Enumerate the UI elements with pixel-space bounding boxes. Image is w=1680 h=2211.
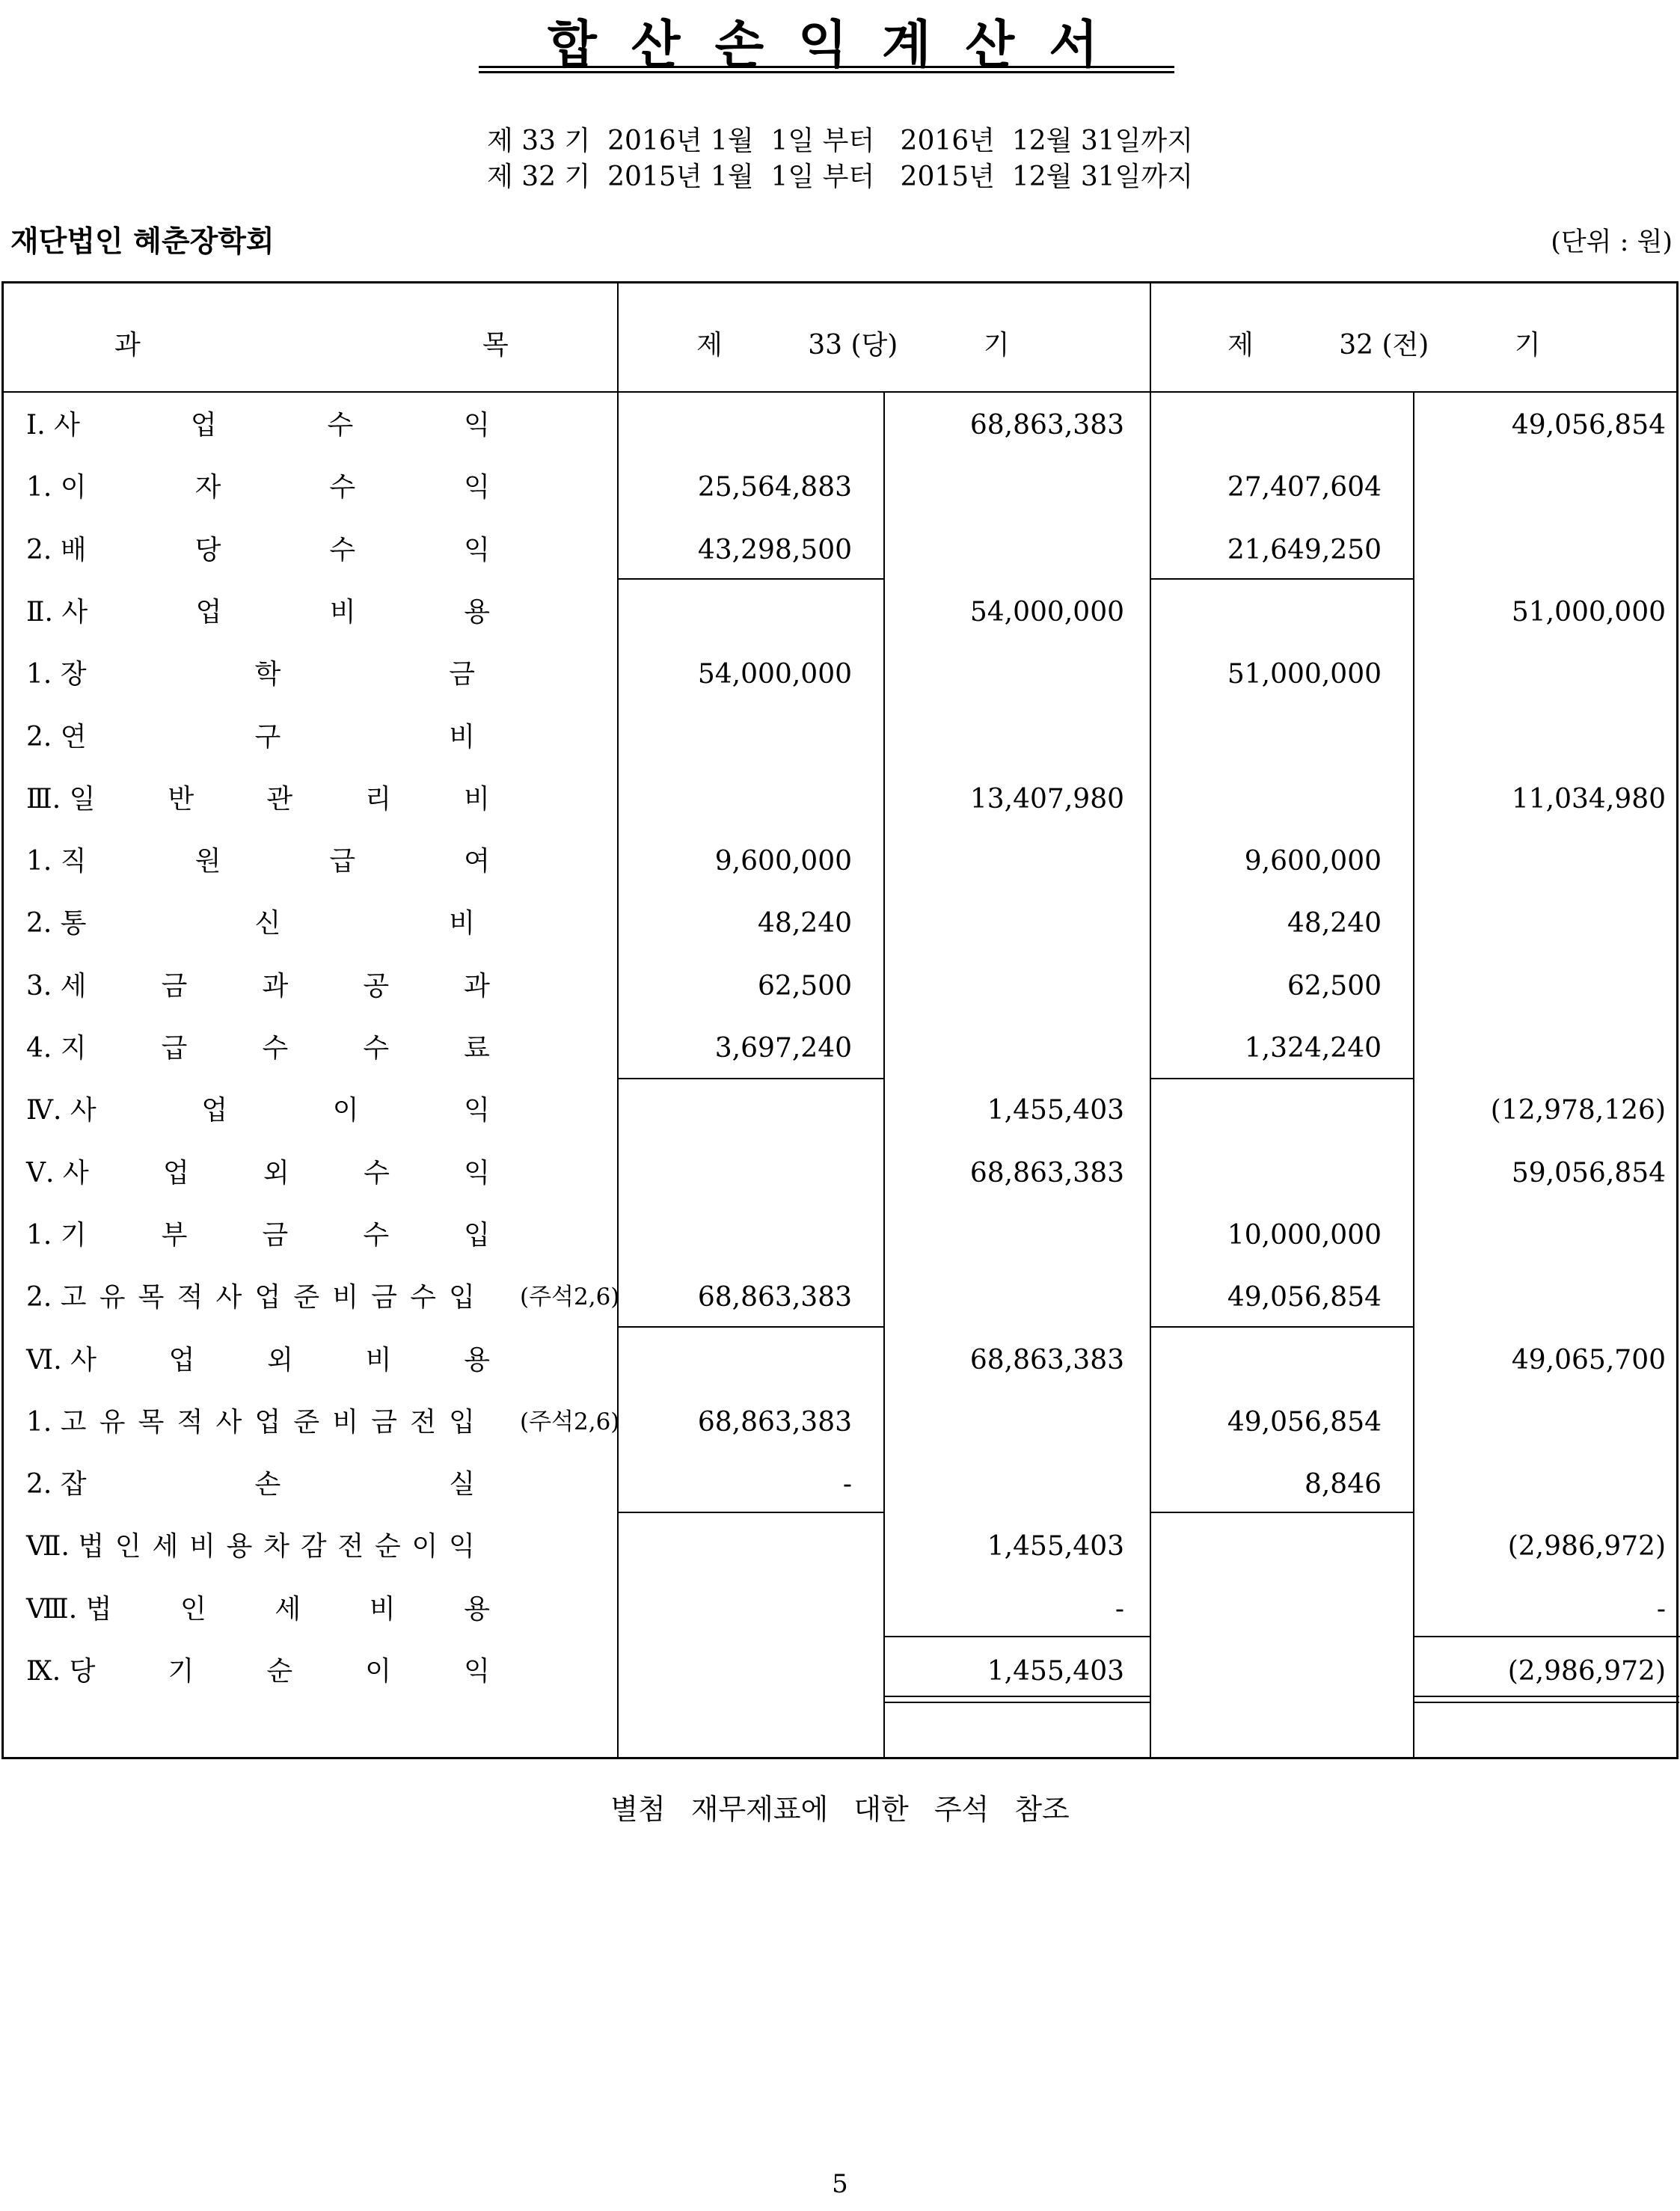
account-label-part: 수 xyxy=(363,1033,390,1064)
subtotal-line xyxy=(885,1636,1150,1637)
account-label-part: 학 xyxy=(254,659,281,690)
current-detail-amount: 68,863,383 xyxy=(697,1282,852,1313)
account-label-part: 목 xyxy=(138,1282,165,1313)
previous-detail-amount xyxy=(1127,1578,1382,1640)
account-label-part: 비 xyxy=(329,596,356,628)
income-statement-table xyxy=(1,281,1679,1759)
account-label xyxy=(26,581,490,643)
account-label xyxy=(26,1640,490,1702)
account-label xyxy=(26,1017,490,1079)
current-total-amount xyxy=(870,1453,1124,1515)
account-label-part: 목 xyxy=(138,1406,165,1438)
account-label-part: 과 xyxy=(464,970,490,1002)
previous-detail-amount: 21,649,250 xyxy=(1227,534,1382,565)
account-label-part: 금 xyxy=(262,1219,289,1251)
account-label xyxy=(26,768,490,830)
table-row xyxy=(4,1329,1676,1391)
table-row xyxy=(4,581,1676,643)
previous-total-amount: 49,065,700 xyxy=(1511,1344,1666,1376)
subtotal-line xyxy=(1151,1078,1413,1079)
unit-label: (단위 : 원) xyxy=(1551,227,1673,257)
account-label-part: 인 xyxy=(180,1593,206,1625)
current-total-amount xyxy=(870,519,1124,581)
table-row xyxy=(4,456,1676,518)
account-label-part: 2. 통 xyxy=(26,908,87,939)
current-detail-amount xyxy=(598,1329,852,1391)
previous-total-amount xyxy=(1411,1204,1666,1266)
current-detail-amount: 68,863,383 xyxy=(697,1406,852,1438)
account-label-part: 급 xyxy=(161,1033,188,1064)
current-total-amount: 1,455,403 xyxy=(987,1531,1124,1563)
previous-detail-amount xyxy=(1127,1329,1382,1391)
account-label-part: 관 xyxy=(266,783,293,815)
previous-total-amount xyxy=(1411,519,1666,581)
account-label-part: 수 xyxy=(327,410,354,441)
title-underline xyxy=(479,66,1174,73)
current-detail-amount: 48,240 xyxy=(758,908,852,939)
account-label-part: 용 xyxy=(464,1593,490,1625)
subtotal-line xyxy=(619,578,883,580)
account-label-part: 용 xyxy=(464,596,490,628)
account-label-part: 이 xyxy=(332,1095,359,1126)
account-label xyxy=(26,519,490,581)
account-label-part: 익 xyxy=(464,1095,490,1126)
previous-detail-amount xyxy=(1127,1515,1382,1577)
account-label-part: 적 xyxy=(177,1282,203,1313)
account-label-part: 4. 지 xyxy=(26,1033,87,1064)
account-label-part: 비 xyxy=(365,1344,392,1376)
account-label-part: 수 xyxy=(410,1282,437,1313)
previous-detail-amount: 9,600,000 xyxy=(1244,846,1382,877)
previous-total-amount xyxy=(1411,1391,1666,1453)
previous-total-amount: (2,986,972) xyxy=(1507,1656,1666,1687)
account-label xyxy=(26,892,490,954)
account-label xyxy=(26,1079,490,1141)
account-label-part: 손 xyxy=(254,1469,281,1500)
account-label-part: 차 xyxy=(263,1531,290,1563)
header-divider xyxy=(4,391,1676,393)
previous-detail-amount: 10,000,000 xyxy=(1227,1219,1382,1251)
account-label-part: 실 xyxy=(449,1469,475,1500)
previous-detail-amount: 48,240 xyxy=(1287,908,1382,939)
current-total-amount: 54,000,000 xyxy=(969,596,1124,628)
table-row xyxy=(4,892,1676,954)
previous-total-amount: 59,056,854 xyxy=(1511,1157,1666,1189)
account-label-part: 수 xyxy=(364,1157,390,1189)
previous-total-amount: 11,034,980 xyxy=(1511,783,1666,815)
account-label-part: 1. 기 xyxy=(26,1219,87,1251)
current-detail-amount xyxy=(598,394,852,456)
account-label-part: 외 xyxy=(267,1344,293,1376)
account-label-part: 금 xyxy=(371,1282,398,1313)
table-row xyxy=(4,1266,1676,1328)
account-label xyxy=(26,706,490,768)
account-label-part: 수 xyxy=(363,1219,390,1251)
current-total-amount: 1,455,403 xyxy=(987,1656,1124,1687)
account-label-part: 준 xyxy=(293,1406,320,1438)
account-label-part: 순 xyxy=(266,1656,293,1687)
account-label-part: 비 xyxy=(332,1406,359,1438)
account-label-part: Ⅵ. 사 xyxy=(26,1344,96,1376)
account-label xyxy=(26,394,490,456)
account-label-part: 입 xyxy=(464,1219,490,1251)
current-total-amount xyxy=(870,1204,1124,1266)
current-total-amount: 68,863,383 xyxy=(969,410,1124,441)
account-label-part: 반 xyxy=(168,783,194,815)
account-label xyxy=(26,1391,620,1453)
organization-name: 재단법인 혜춘장학회 xyxy=(10,225,275,259)
account-label-part: 1. 장 xyxy=(26,659,87,690)
account-label-part: 2. 배 xyxy=(26,534,87,565)
previous-total-amount xyxy=(1411,1017,1666,1079)
previous-detail-amount: 27,407,604 xyxy=(1227,472,1382,503)
account-label-part: 과 xyxy=(262,970,289,1002)
account-label-part: 인 xyxy=(114,1531,141,1563)
current-total-amount xyxy=(870,643,1124,705)
previous-detail-amount xyxy=(1127,581,1382,643)
table-row xyxy=(4,1142,1676,1204)
period-previous: 제 32 기 2015년 1월 1일 부터 2015년 12월 31일까지 xyxy=(487,162,1193,192)
account-label-part: 용 xyxy=(464,1344,490,1376)
account-label-part: 사 xyxy=(215,1406,242,1438)
current-detail-amount: 54,000,000 xyxy=(697,659,852,690)
account-label-part: 2. 고 xyxy=(26,1282,87,1313)
current-total-amount xyxy=(870,830,1124,892)
account-label-part: 유 xyxy=(99,1282,126,1313)
note-reference: (주석2,6) xyxy=(520,1408,620,1435)
table-row xyxy=(4,955,1676,1017)
account-label-part: 2. 잡 xyxy=(26,1469,87,1500)
account-label xyxy=(26,1453,490,1515)
current-total-amount: 13,407,980 xyxy=(969,783,1124,815)
account-label-part: 비 xyxy=(449,908,475,939)
previous-total-amount: (12,978,126) xyxy=(1490,1095,1666,1126)
account-label-part: 수 xyxy=(329,534,356,565)
previous-detail-amount xyxy=(1127,1640,1382,1702)
account-label-part: 세 xyxy=(152,1531,179,1563)
account-label-part: Ⅷ. 법 xyxy=(26,1593,112,1625)
previous-detail-amount xyxy=(1127,1142,1382,1204)
current-total-amount: - xyxy=(1115,1593,1124,1625)
total-double-line xyxy=(885,1696,1150,1703)
account-label-part: Ⅸ. 당 xyxy=(26,1656,96,1687)
account-label-part: 업 xyxy=(162,1157,189,1189)
previous-detail-amount xyxy=(1127,768,1382,830)
account-label-part: 기 xyxy=(168,1656,194,1687)
current-detail-amount xyxy=(598,706,852,768)
account-label xyxy=(26,955,490,1017)
table-row xyxy=(4,1515,1676,1577)
previous-total-amount: 51,000,000 xyxy=(1511,596,1666,628)
current-detail-amount: 9,600,000 xyxy=(714,846,852,877)
period-current: 제 33 기 2016년 1월 1일 부터 2016년 12월 31일까지 xyxy=(487,126,1193,156)
account-label-part: 3. 세 xyxy=(26,970,87,1002)
subtotal-line xyxy=(1414,1636,1680,1637)
account-label-part: 업 xyxy=(195,596,222,628)
current-total-amount xyxy=(870,456,1124,518)
previous-total-amount xyxy=(1411,955,1666,1017)
current-total-amount xyxy=(870,1266,1124,1328)
account-label-part: 용 xyxy=(226,1531,253,1563)
previous-total-amount xyxy=(1411,706,1666,768)
account-label-part: 익 xyxy=(464,1157,490,1189)
table-row xyxy=(4,768,1676,830)
account-label-part: 1. 고 xyxy=(26,1406,87,1438)
current-total-amount xyxy=(870,892,1124,954)
previous-total-amount xyxy=(1411,830,1666,892)
account-label-part: 비 xyxy=(464,783,490,815)
table-row xyxy=(4,830,1676,892)
table-row xyxy=(4,706,1676,768)
account-label-part: 업 xyxy=(254,1282,281,1313)
current-total-amount: 68,863,383 xyxy=(969,1157,1124,1189)
header-subject-1: 과 xyxy=(114,330,141,361)
table-row xyxy=(4,1017,1676,1079)
account-label-part: 순 xyxy=(374,1531,401,1563)
account-label xyxy=(26,1329,490,1391)
previous-total-amount xyxy=(1411,643,1666,705)
table-row xyxy=(4,394,1676,456)
subtotal-line xyxy=(1151,1326,1413,1328)
account-label-part: 세 xyxy=(275,1593,301,1625)
account-label xyxy=(26,1142,490,1204)
previous-detail-amount: 8,846 xyxy=(1304,1469,1382,1500)
account-label-part: 2. 연 xyxy=(26,721,87,752)
previous-total-amount: 49,056,854 xyxy=(1511,410,1666,441)
account-label-part: 업 xyxy=(254,1406,281,1438)
current-detail-amount xyxy=(598,581,852,643)
account-label-part: 금 xyxy=(449,659,475,690)
account-label xyxy=(26,830,490,892)
account-label-part: 당 xyxy=(194,534,221,565)
account-label xyxy=(26,1266,620,1328)
account-label xyxy=(26,456,490,518)
current-detail-amount: - xyxy=(842,1469,852,1500)
account-label-part: 부 xyxy=(161,1219,188,1251)
current-total-amount xyxy=(870,1391,1124,1453)
account-label-part: 원 xyxy=(194,846,221,877)
table-row xyxy=(4,1640,1676,1702)
account-label-part: 사 xyxy=(215,1282,242,1313)
current-total-amount xyxy=(870,955,1124,1017)
subtotal-line xyxy=(619,1078,883,1079)
current-total-amount: 68,863,383 xyxy=(969,1344,1124,1376)
account-label-part: 급 xyxy=(329,846,356,877)
account-label-part: 수 xyxy=(329,472,356,503)
current-detail-amount xyxy=(598,1640,852,1702)
account-label-part: 비 xyxy=(332,1282,359,1313)
current-detail-amount xyxy=(598,1578,852,1640)
current-detail-amount: 43,298,500 xyxy=(697,534,852,565)
account-label-part: 익 xyxy=(464,1656,490,1687)
previous-detail-amount: 1,324,240 xyxy=(1244,1033,1382,1064)
previous-total-amount xyxy=(1411,1453,1666,1515)
subtotal-line xyxy=(1151,1512,1413,1513)
account-label-part: 신 xyxy=(254,908,281,939)
account-label-part: 전 xyxy=(337,1531,364,1563)
account-label-part: Ⅴ. 사 xyxy=(26,1157,89,1189)
header-subject-2: 목 xyxy=(482,330,509,361)
account-label-part: 입 xyxy=(449,1282,475,1313)
account-label xyxy=(26,643,490,705)
account-label xyxy=(26,1515,490,1577)
current-detail-amount xyxy=(598,1515,852,1577)
previous-total-amount xyxy=(1411,456,1666,518)
account-label-part: 이 xyxy=(411,1531,438,1563)
account-label-part: Ⅳ. 사 xyxy=(26,1095,96,1126)
current-detail-amount xyxy=(598,768,852,830)
account-label-part: 업 xyxy=(168,1344,195,1376)
table-row xyxy=(4,1453,1676,1515)
previous-detail-amount xyxy=(1127,394,1382,456)
account-label-part: 전 xyxy=(410,1406,437,1438)
account-label-part: 익 xyxy=(449,1531,475,1563)
table-row xyxy=(4,1578,1676,1640)
account-label xyxy=(26,1204,490,1266)
subtotal-line xyxy=(619,1512,883,1513)
previous-detail-amount: 49,056,854 xyxy=(1227,1406,1382,1438)
account-label-part: 감 xyxy=(300,1531,327,1563)
account-label-part: 구 xyxy=(254,721,281,752)
current-total-amount xyxy=(870,1017,1124,1079)
table-row xyxy=(4,519,1676,581)
account-label-part: 업 xyxy=(190,410,217,441)
note-reference: (주석2,6) xyxy=(520,1284,620,1311)
footnote-reference: 별첨 재무제표에 대한 주석 참조 xyxy=(610,1793,1070,1826)
previous-total-amount xyxy=(1411,892,1666,954)
previous-detail-amount xyxy=(1127,1079,1382,1141)
current-detail-amount: 25,564,883 xyxy=(697,472,852,503)
total-double-line xyxy=(1414,1696,1679,1703)
account-label-part: 업 xyxy=(201,1095,228,1126)
table-row xyxy=(4,1204,1676,1266)
account-label-part: 리 xyxy=(365,783,392,815)
account-label-part: 1. 이 xyxy=(26,472,87,503)
account-label-part: 비 xyxy=(369,1593,396,1625)
subtotal-line xyxy=(619,1326,883,1328)
account-label-part: 적 xyxy=(177,1406,203,1438)
account-label-part: 공 xyxy=(363,970,390,1002)
previous-detail-amount: 51,000,000 xyxy=(1227,659,1382,690)
previous-total-amount: (2,986,972) xyxy=(1507,1531,1666,1563)
page-number: 5 xyxy=(832,2169,848,2199)
current-detail-amount xyxy=(598,1142,852,1204)
account-label-part: 금 xyxy=(371,1406,398,1438)
current-detail-amount: 3,697,240 xyxy=(714,1033,852,1064)
account-label-part: Ⅰ. 사 xyxy=(26,410,80,441)
account-label-part: 료 xyxy=(464,1033,490,1064)
account-label-part: 수 xyxy=(262,1033,289,1064)
table-row xyxy=(4,643,1676,705)
previous-total-amount: - xyxy=(1656,1593,1666,1625)
account-label-part: 외 xyxy=(263,1157,289,1189)
previous-detail-amount: 62,500 xyxy=(1287,970,1382,1002)
account-label-part: 입 xyxy=(449,1406,475,1438)
account-label-part: 비 xyxy=(449,721,475,752)
current-detail-amount: 62,500 xyxy=(758,970,852,1002)
account-label-part: Ⅲ. 일 xyxy=(26,783,96,815)
account-label-part: 비 xyxy=(189,1531,215,1563)
account-label-part: Ⅱ. 사 xyxy=(26,596,88,628)
account-label-part: 자 xyxy=(194,472,221,503)
account-label-part: 이 xyxy=(365,1656,392,1687)
current-detail-amount xyxy=(598,1204,852,1266)
account-label-part: 1. 직 xyxy=(26,846,87,877)
table-row xyxy=(4,1391,1676,1453)
account-label-part: 익 xyxy=(464,534,490,565)
account-label-part: 유 xyxy=(99,1406,126,1438)
account-label-part: 준 xyxy=(293,1282,320,1313)
account-label xyxy=(26,1578,490,1640)
account-label-part: Ⅶ. 법 xyxy=(26,1531,105,1563)
previous-detail-amount: 49,056,854 xyxy=(1227,1282,1382,1313)
previous-detail-amount xyxy=(1127,706,1382,768)
account-label-part: 익 xyxy=(464,472,490,503)
current-detail-amount xyxy=(598,1079,852,1141)
account-label-part: 익 xyxy=(464,410,490,441)
account-label-part: 금 xyxy=(161,970,188,1002)
document-title: 합산손익계산서 xyxy=(548,15,1132,75)
previous-total-amount xyxy=(1411,1266,1666,1328)
header-current-period: 제 33 (당) 기 xyxy=(696,330,1010,361)
table-row xyxy=(4,1079,1676,1141)
current-total-amount xyxy=(870,706,1124,768)
header-previous-period: 제 32 (전) 기 xyxy=(1227,330,1541,361)
subtotal-line xyxy=(1151,578,1413,580)
account-label-part: 여 xyxy=(464,846,490,877)
current-total-amount: 1,455,403 xyxy=(987,1095,1124,1126)
